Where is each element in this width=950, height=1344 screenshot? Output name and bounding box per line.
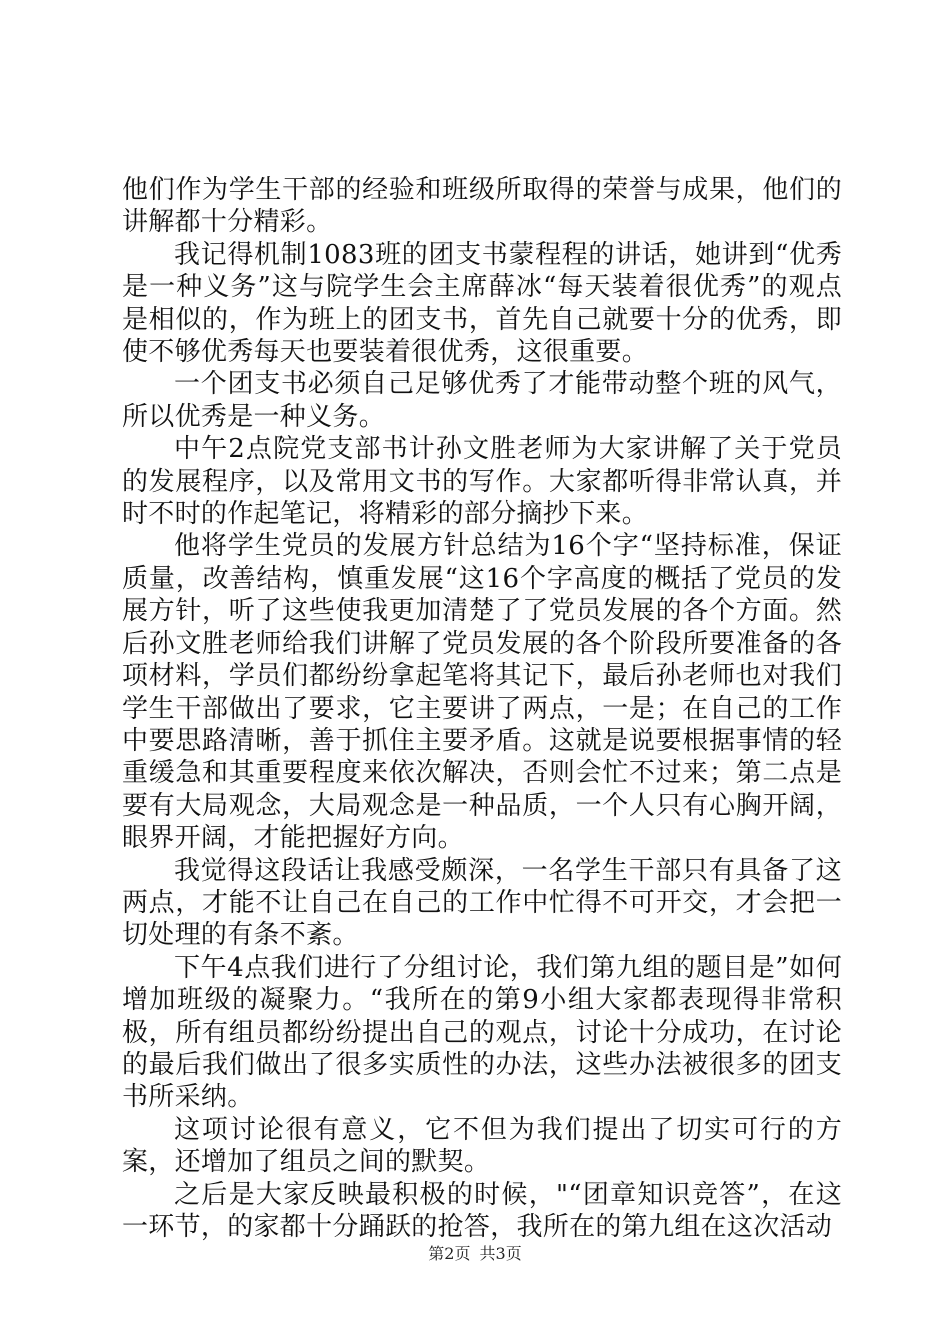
paragraph-9: 之后是大家反映最积极的时候，"“团章知识竞答”，在这一环节，的家都十分踊跃的抢答，我所在的第九组在这次活动 [122, 1179, 842, 1242]
paragraph-6: 我觉得这段话让我感受颇深，一名学生干部只有具备了这两点，才能不让自己在自己的工作中忙得不可开交，才会把一切处理的有条不紊。 [122, 855, 842, 951]
paragraph-1: 他们作为学生干部的经验和班级所取得的荣誉与成果，他们的讲解都十分精彩。 [122, 175, 842, 238]
page-number: 第2页 [428, 1244, 471, 1263]
paragraph-3: 一个团支书必须自己足够优秀了才能带动整个班的风气，所以优秀是一种义务。 [122, 369, 842, 432]
paragraph-8: 这项讨论很有意义，它不但为我们提出了切实可行的方案，还增加了组员之间的默契。 [122, 1114, 842, 1178]
paragraph-2: 我记得机制1083班的团支书蒙程程的讲话，她讲到“优秀是一种义务”这与院学生会主席薛冰“每天装着很优秀”的观点是相似的，作为班上的团支书，首先自己就要十分的优秀，即使不够优秀每天也要装着很优秀，这很重要。 [122, 239, 842, 368]
page-footer [0, 1244, 950, 1264]
paragraph-7: 下午4点我们进行了分组讨论，我们第九组的题目是”如何增加班级的凝聚力。“我所在的第9小组大家都表现得非常积极，所有组员都纷纷提出自己的观点，讨论十分成功，在讨论的最后我们做出了很多实质性的办法，这些办法被很多的团支书所采纳。 [122, 952, 842, 1113]
paragraph-5: 他将学生党员的发展方针总结为16个字“坚持标准，保证质量，改善结构，慎重发展“这16个字高度的概括了党员的发展方针，听了这些使我更加清楚了了党员发展的各个方面。然后孙文胜老师给我们讲解了党员发展的各个阶段所要准备的各项材料，学员们都纷纷拿起笔将其记下，最后孙老师也对我们学生干部做出了要求，它主要讲了两点，一是；在自己的工作中要思路清晰，善于抓住主要矛盾。这就是说要根据事情的轻重缓急和其重要程度来依次解决，否则会忙不过来；第二点是要有大局观念，大局观念是一种品质，一个人只有心胸开阔，眼界开阔，才能把握好方向。 [122, 531, 842, 854]
paragraph-4: 中午2点院党支部书计孙文胜老师为大家讲解了关于党员的发展程序，以及常用文书的写作。大家都听得非常认真，并时不时的作起笔记，将精彩的部分摘抄下来。 [122, 434, 842, 530]
document-body [122, 174, 842, 1243]
page-total: 共3页 [479, 1244, 522, 1263]
